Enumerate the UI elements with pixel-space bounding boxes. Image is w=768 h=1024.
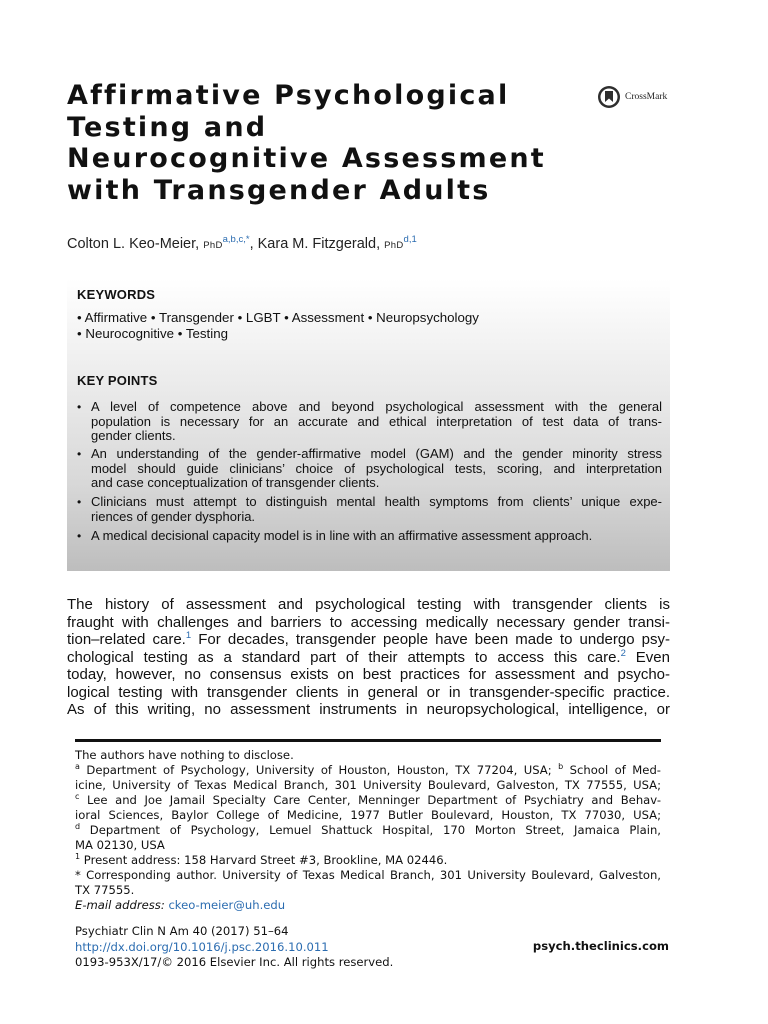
- body-line: As of this writing, no assessment instruments in neuropsychological, intelligence, or: [67, 701, 670, 718]
- crossmark-icon: [597, 85, 621, 109]
- doi-link[interactable]: http://dx.doi.org/10.1016/j.psc.2016.10.011: [75, 939, 329, 954]
- bullet: •: [77, 495, 82, 509]
- key-point-line: and case conceptualization of transgender clients.: [91, 475, 380, 491]
- author-separator: ,: [249, 236, 254, 252]
- copyright-line: 0193-953X/17/© 2016 Elsevier Inc. All rights reserved.: [75, 955, 394, 969]
- affiliation-note: MA 02130, USA: [75, 838, 165, 852]
- affiliation-markers: d,1: [403, 234, 417, 245]
- key-point-line: A level of competence above and beyond psychological assessment with the general: [91, 399, 662, 414]
- key-point-line: Clinicians must attempt to distinguish mental health symptoms from clients’ unique expe-: [91, 494, 662, 509]
- key-point: [77, 400, 662, 444]
- citation-block: [75, 924, 393, 971]
- disclosure-note: The authors have nothing to disclose.: [75, 748, 294, 762]
- email-link[interactable]: ckeo-meier@uh.edu: [168, 898, 286, 912]
- footnotes: [75, 748, 661, 913]
- affiliation-note: ioral Sciences, Baylor College of Medicine, 1977 Butler Boulevard, Houston, TX 77030, USA;: [75, 808, 661, 822]
- body-paragraph: [67, 596, 670, 719]
- keywords-line: • Affirmative • Transgender • LGBT • Assessment • Neuropsychology: [77, 310, 479, 325]
- title-line: Neurocognitive Assessment: [67, 143, 546, 174]
- key-point-line: model should guide clinicians’ choice of psychological tests, scoring, and interpretation: [91, 460, 662, 476]
- key-point: [77, 495, 662, 524]
- affiliation-note: $^d$ Department of Psychology, Lemuel Shattuck Hospital, 170 Morton Street, Jamaica Plain,: [75, 822, 661, 837]
- author-list: [67, 236, 417, 252]
- bullet: •: [77, 400, 82, 414]
- body-line: fraught with challenges and barriers to accessing medically necessary gender transi-: [67, 613, 670, 631]
- email-note: [75, 898, 661, 913]
- title-line: Testing and: [67, 111, 268, 143]
- reference-link[interactable]: 1: [185, 630, 192, 641]
- footnote-divider: [75, 739, 661, 742]
- journal-website[interactable]: psych.theclinics.com: [532, 939, 669, 953]
- key-point-line: An understanding of the gender-affirmative model (GAM) and the gender minority stress: [91, 446, 662, 461]
- body-line: tion–related care.$^1$ For decades, transgender people have been made to undergo psy-: [67, 630, 671, 648]
- bullet: •: [77, 447, 82, 461]
- present-address-note: $^1$ Present address: 158 Harvard Street #3, Brookline, MA 02446.: [75, 852, 448, 867]
- crossmark-label: CrossMark: [625, 92, 668, 102]
- email-label: E-mail address:: [75, 898, 165, 912]
- key-point-line: riences of gender dysphoria.: [91, 508, 256, 524]
- key-point: [77, 529, 662, 544]
- body-line: logical testing with transgender clients in general or in transgender-specific practice.: [67, 683, 670, 701]
- article-title: [67, 80, 587, 206]
- body-line: chological testing as a standard part of their attempts to access this care.$^2$ Even: [67, 647, 670, 666]
- key-point-line: A medical decisional capacity model is in line with an affirmative assessment approach.: [91, 528, 593, 543]
- key-point-line: population is necessary for an accurate and ethical interpretation of test data of trans-: [91, 413, 662, 429]
- key-point: [77, 447, 662, 491]
- affiliation-note: icine, University of Texas Medical Branch, 301 University Boulevard, Galveston, TX 77555, USA;: [75, 778, 661, 792]
- corresponding-author-note: TX 77555.: [75, 883, 135, 897]
- reference-link[interactable]: 2: [620, 647, 626, 659]
- keywords-keypoints-box: [67, 279, 670, 571]
- keywords-line: • Neurocognitive • Testing: [77, 326, 228, 341]
- author-name: Kara M. Fitzgerald,: [257, 236, 381, 252]
- body-line: The history of assessment and psychological testing with transgender clients is: [67, 596, 670, 613]
- affiliation-markers: a,b,c,*: [222, 234, 250, 245]
- author-degree: PhD: [384, 240, 404, 251]
- body-line: today, however, no consensus exists on best practices for assessment and psycho-: [67, 666, 670, 683]
- author-degree: PhD: [203, 240, 223, 251]
- title-line: with Transgender Adults: [67, 174, 491, 206]
- journal-citation: Psychiatr Clin N Am 40 (2017) 51–64: [75, 924, 289, 938]
- keywords-heading: KEYWORDS: [77, 287, 156, 302]
- key-points-heading: KEY POINTS: [77, 373, 158, 388]
- bullet: •: [77, 529, 82, 543]
- key-point-line: gender clients.: [91, 428, 176, 444]
- title-line: Affirmative Psychological: [67, 80, 510, 111]
- crossmark-badge[interactable]: [597, 84, 667, 110]
- corresponding-author-note: * Corresponding author. University of Texas Medical Branch, 301 University Boulevard, Galveston,: [75, 868, 661, 882]
- affiliation-note: $^a$ Department of Psychology, University of Houston, Houston, TX 77204, USA; $^b$ School of Med-: [75, 762, 661, 777]
- author-name: Colton L. Keo-Meier,: [67, 236, 200, 252]
- affiliation-note: $^c$ Lee and Joe Jamail Specialty Care Center, Menninger Department of Psychiatry and Behav-: [75, 792, 661, 807]
